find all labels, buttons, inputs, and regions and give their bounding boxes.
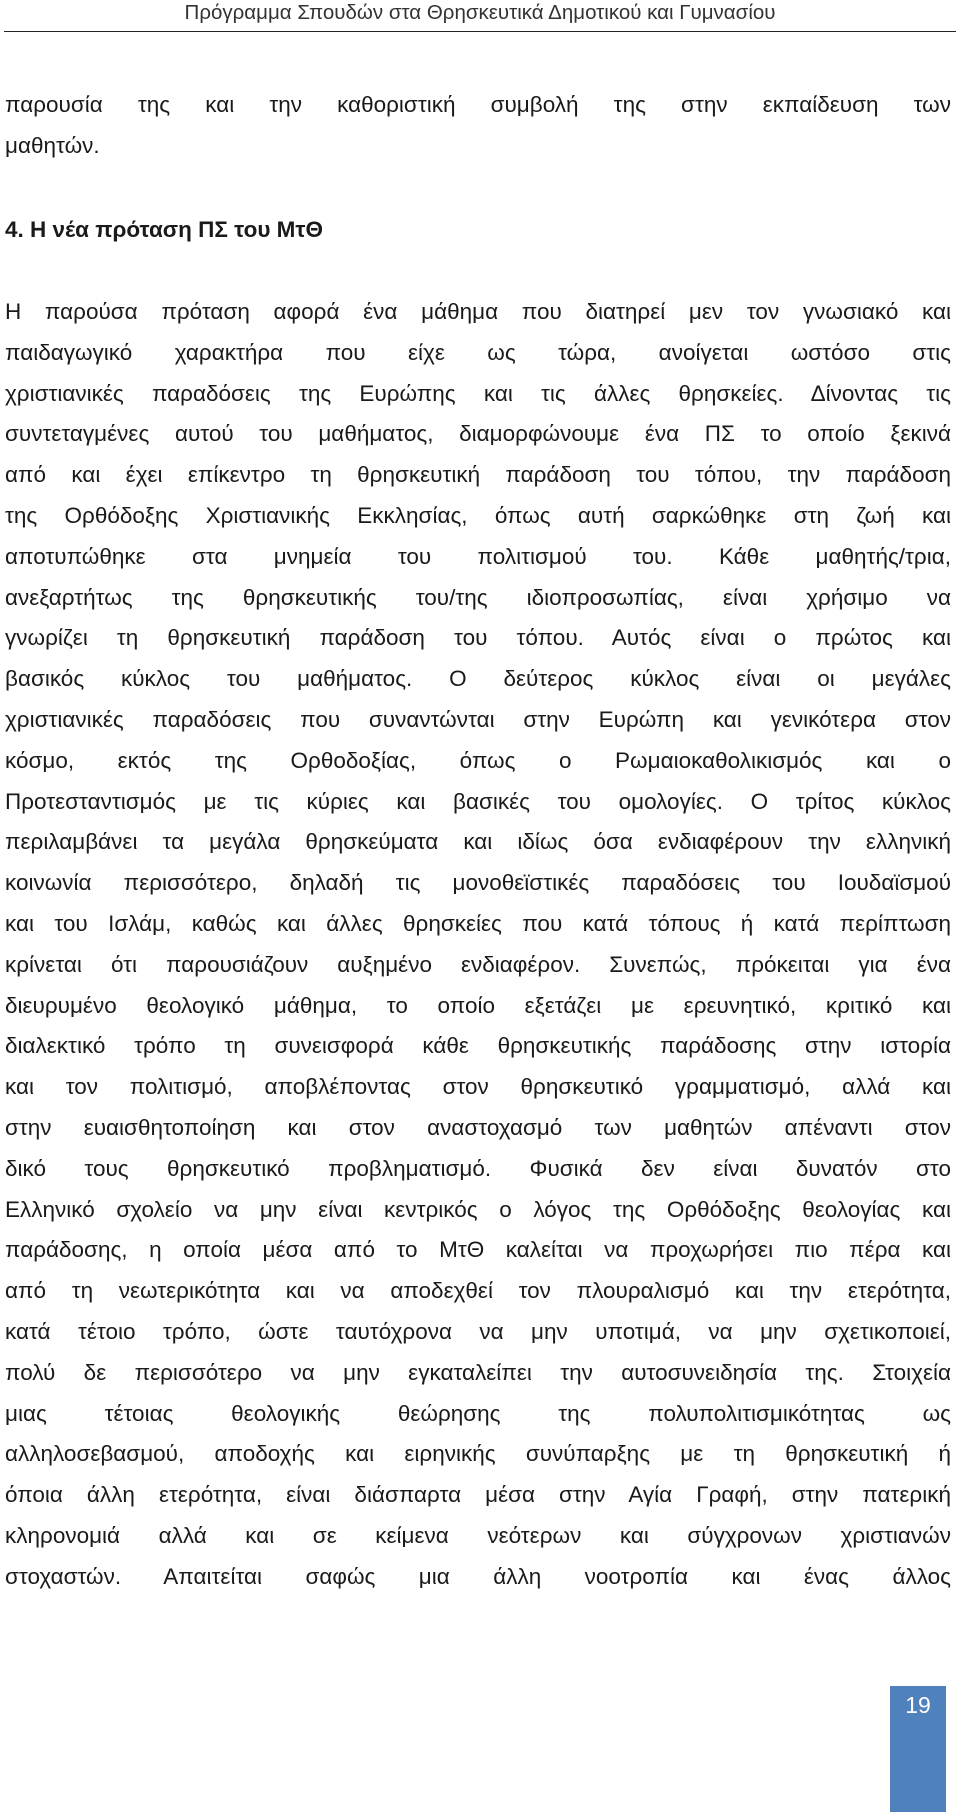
text-line: αποτυπώθηκε στα μνημεία του πολιτισμού του. Κάθε μαθητής/τρια, [5, 544, 951, 569]
text-line: όποια άλλη ετερότητα, είναι διάσπαρτα μέσα στην Αγία Γραφή, στην πατερική [5, 1482, 951, 1507]
header-divider [4, 31, 956, 32]
text-line: δικό τους θρησκευτικό προβληματισμό. Φυσικά δεν είναι δυνατόν στο [5, 1156, 951, 1181]
text-line: και του Ισλάμ, καθώς και άλλες θρησκείες που κατά τόπους ή κατά περίπτωση [5, 911, 951, 936]
text-line: αλληλοσεβασμού, αποδοχής και ειρηνικής συνύπαρξης με τη θρησκευτική ή [5, 1441, 951, 1466]
text-line: μιας τέτοιας θεολογικής θεώρησης της πολυπολιτισμικότητας ως [5, 1401, 951, 1426]
text-line: κόσμο, εκτός της Ορθοδοξίας, όπως ο Ρωμαιοκαθολικισμός και ο [5, 748, 951, 773]
text-line: χριστιανικές παραδόσεις που συναντώνται στην Ευρώπη και γενικότερα στον [5, 707, 951, 732]
text-line: από τη νεωτερικότητα και να αποδεχθεί τον πλουραλισμό και την ετερότητα, [5, 1278, 951, 1303]
text-line: παιδαγωγικό χαρακτήρα που είχε ως τώρα, ανοίγεται ωστόσο στις [5, 340, 951, 365]
text-line: κρίνεται ότι παρουσιάζουν αυξημένο ενδιαφέρον. Συνεπώς, πρόκειται για ένα [5, 952, 951, 977]
text-line: βασικός κύκλος του μαθήματος. Ο δεύτερος κύκλος είναι οι μεγάλες [5, 666, 951, 691]
text-line: κοινωνία περισσότερο, δηλαδή τις μονοθεϊστικές παραδόσεις του Ιουδαϊσμού [5, 870, 951, 895]
text-line: χριστιανικές παραδόσεις της Ευρώπης και τις άλλες θρησκείες. Δίνοντας τις [5, 381, 951, 406]
text-line: της Ορθόδοξης Χριστιανικής Εκκλησίας, όπως αυτή σαρκώθηκε στη ζωή και [5, 503, 951, 528]
text-line: Ελληνικό σχολείο να μην είναι κεντρικός ο λόγος της Ορθόδοξης θεολογίας και [5, 1197, 951, 1222]
running-header: Πρόγραμμα Σπουδών στα Θρησκευτικά Δημοτικού και Γυμνασίου [184, 1, 776, 24]
text-line: Η παρούσα πρόταση αφορά ένα μάθημα που διατηρεί μεν τον γνωσιακό και [5, 299, 951, 324]
page-number-badge [890, 1686, 946, 1812]
text-line: παράδοσης, η οποία μέσα από το ΜτΘ καλείται να προχωρήσει πιο πέρα και [5, 1237, 951, 1262]
text-line: από και έχει επίκεντρο τη θρησκευτική παράδοση του τόπου, την παράδοση [5, 462, 951, 487]
text-line: γνωρίζει τη θρησκευτική παράδοση του τόπου. Αυτός είναι ο πρώτος και [5, 625, 951, 650]
text-line: στην ευαισθητοποίηση και στον αναστοχασμό των μαθητών απέναντι στον [5, 1115, 951, 1140]
text-line: Προτεσταντισμός με τις κύριες και βασικές του ομολογίες. Ο τρίτος κύκλος [5, 789, 951, 814]
page-number: 19 [905, 1692, 931, 1718]
text-line: στοχαστών. Απαιτείται σαφώς μια άλλη νοοτροπία και ένας άλλος [5, 1564, 951, 1589]
text-line: κληρονομιά αλλά και σε κείμενα νεότερων και σύγχρονων χριστιανών [5, 1523, 951, 1548]
text-line: περιλαμβάνει τα μεγάλα θρησκεύματα και ιδίως όσα ενδιαφέρουν την ελληνική [5, 829, 951, 854]
text-line: συντεταγμένες αυτού του μαθήματος, διαμορφώνουμε ένα ΠΣ το οποίο ξεκινά [5, 421, 951, 446]
text-line: και τον πολιτισμό, αποβλέποντας στον θρησκευτικό γραμματισμό, αλλά και [5, 1074, 951, 1099]
text-line: πολύ δε περισσότερο να μην εγκαταλείπει την αυτοσυνειδησία της. Στοιχεία [5, 1360, 951, 1385]
section-heading: 4. Η νέα πρόταση ΠΣ του ΜτΘ [5, 217, 323, 242]
text-line: διαλεκτικό τρόπο τη συνεισφορά κάθε θρησκευτικής παράδοσης στην ιστορία [5, 1033, 951, 1058]
text-line: μαθητών. [5, 133, 100, 158]
text-line: κατά τέτοιο τρόπο, ώστε ταυτόχρονα να μην υποτιμά, να μην σχετικοποιεί, [5, 1319, 951, 1344]
text-line: παρουσία της και την καθοριστική συμβολή της στην εκπαίδευση των [5, 92, 951, 117]
text-line: διευρυμένο θεολογικό μάθημα, το οποίο εξετάζει με ερευνητικό, κριτικό και [5, 993, 951, 1018]
text-line: ανεξαρτήτως της θρησκευτικής του/της ιδιοπροσωπίας, είναι χρήσιμο να [5, 585, 951, 610]
